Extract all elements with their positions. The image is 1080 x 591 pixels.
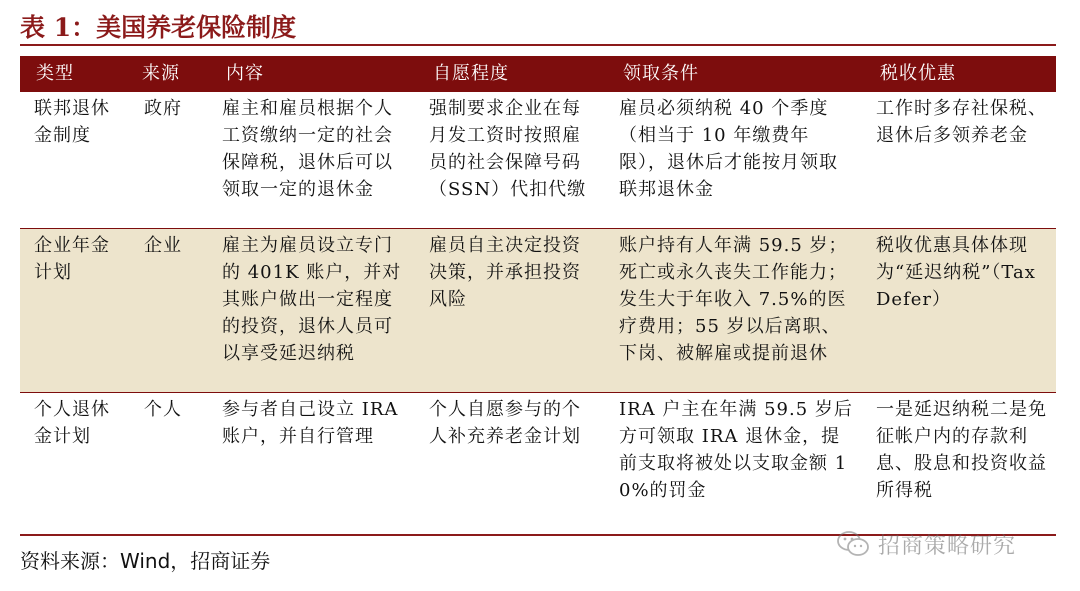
table-cell: 联邦退休金制度	[34, 98, 110, 146]
table-cell: 账户持有人年满 59.5 岁；死亡或永久丧失工作能力；发生大于年收入 7.5%的医疗费用；55 岁以后离职、下岗、被解雇或提前退休	[607, 228, 864, 392]
table-cell: 雇主为雇员设立专门的 401K 账户，并对其账户做出一定程度的投资，退休人员可以享受延迟纳税	[210, 228, 417, 392]
title-divider	[20, 44, 1056, 46]
table-row	[20, 392, 1056, 532]
watermark	[836, 526, 1016, 562]
page-title: 表 1：美国养老保险制度	[20, 13, 297, 42]
column-header-type: 类型	[36, 63, 74, 84]
table-cell: 工作时多存社保税、退休后多领养老金	[876, 98, 1047, 146]
table-cell: 一是延迟纳税二是免征帐户内的存款利息、股息和投资收益所得税	[876, 398, 1047, 501]
table-row	[20, 228, 1056, 392]
table-cell: 雇员必须纳税 40 个季度（相当于 10 年缴费年限），退休后才能按月领取联邦退休金	[619, 98, 838, 200]
wechat-icon	[836, 529, 870, 559]
table-cell: 强制要求企业在每月发工资时按照雇员的社会保障号码（SSN）代扣代缴	[429, 98, 587, 200]
table-cell: 参与者自己设立 IRA 账户，并自行管理	[222, 398, 399, 447]
column-header-voluntary: 自愿程度	[433, 63, 509, 84]
source-note: 资料来源：Wind，招商证券	[20, 549, 271, 573]
watermark-text: 招商策略研究	[878, 533, 1017, 559]
table-cell: 企业	[126, 228, 210, 392]
table-cell: 政府	[144, 98, 182, 119]
table-cell: 个人退休金计划	[34, 398, 110, 447]
column-header-tax: 税收优惠	[880, 63, 956, 84]
table-cell: IRA 户主在年满 59.5 岁后方可领取 IRA 退休金，提前支取将被处以支取金额 10%的罚金	[619, 398, 853, 501]
table-row	[20, 92, 1056, 228]
table-cell: 税收优惠具体体现为“延迟纳税”（Tax Defer）	[864, 228, 1056, 392]
column-header-source: 来源	[142, 63, 180, 84]
table-cell: 个人	[144, 398, 182, 420]
table-cell: 企业年金计划	[20, 228, 126, 392]
table-cell: 雇员自主决定投资决策，并承担投资风险	[417, 228, 607, 392]
column-header-content: 内容	[226, 63, 264, 84]
table-header-row	[20, 56, 1056, 92]
table-cell: 个人自愿参与的个人补充养老金计划	[429, 398, 581, 447]
column-header-conditions: 领取条件	[623, 63, 699, 84]
table-cell: 雇主和雇员根据个人工资缴纳一定的社会保障税，退休后可以领取一定的退休金	[222, 98, 393, 200]
pension-table	[20, 56, 1056, 532]
